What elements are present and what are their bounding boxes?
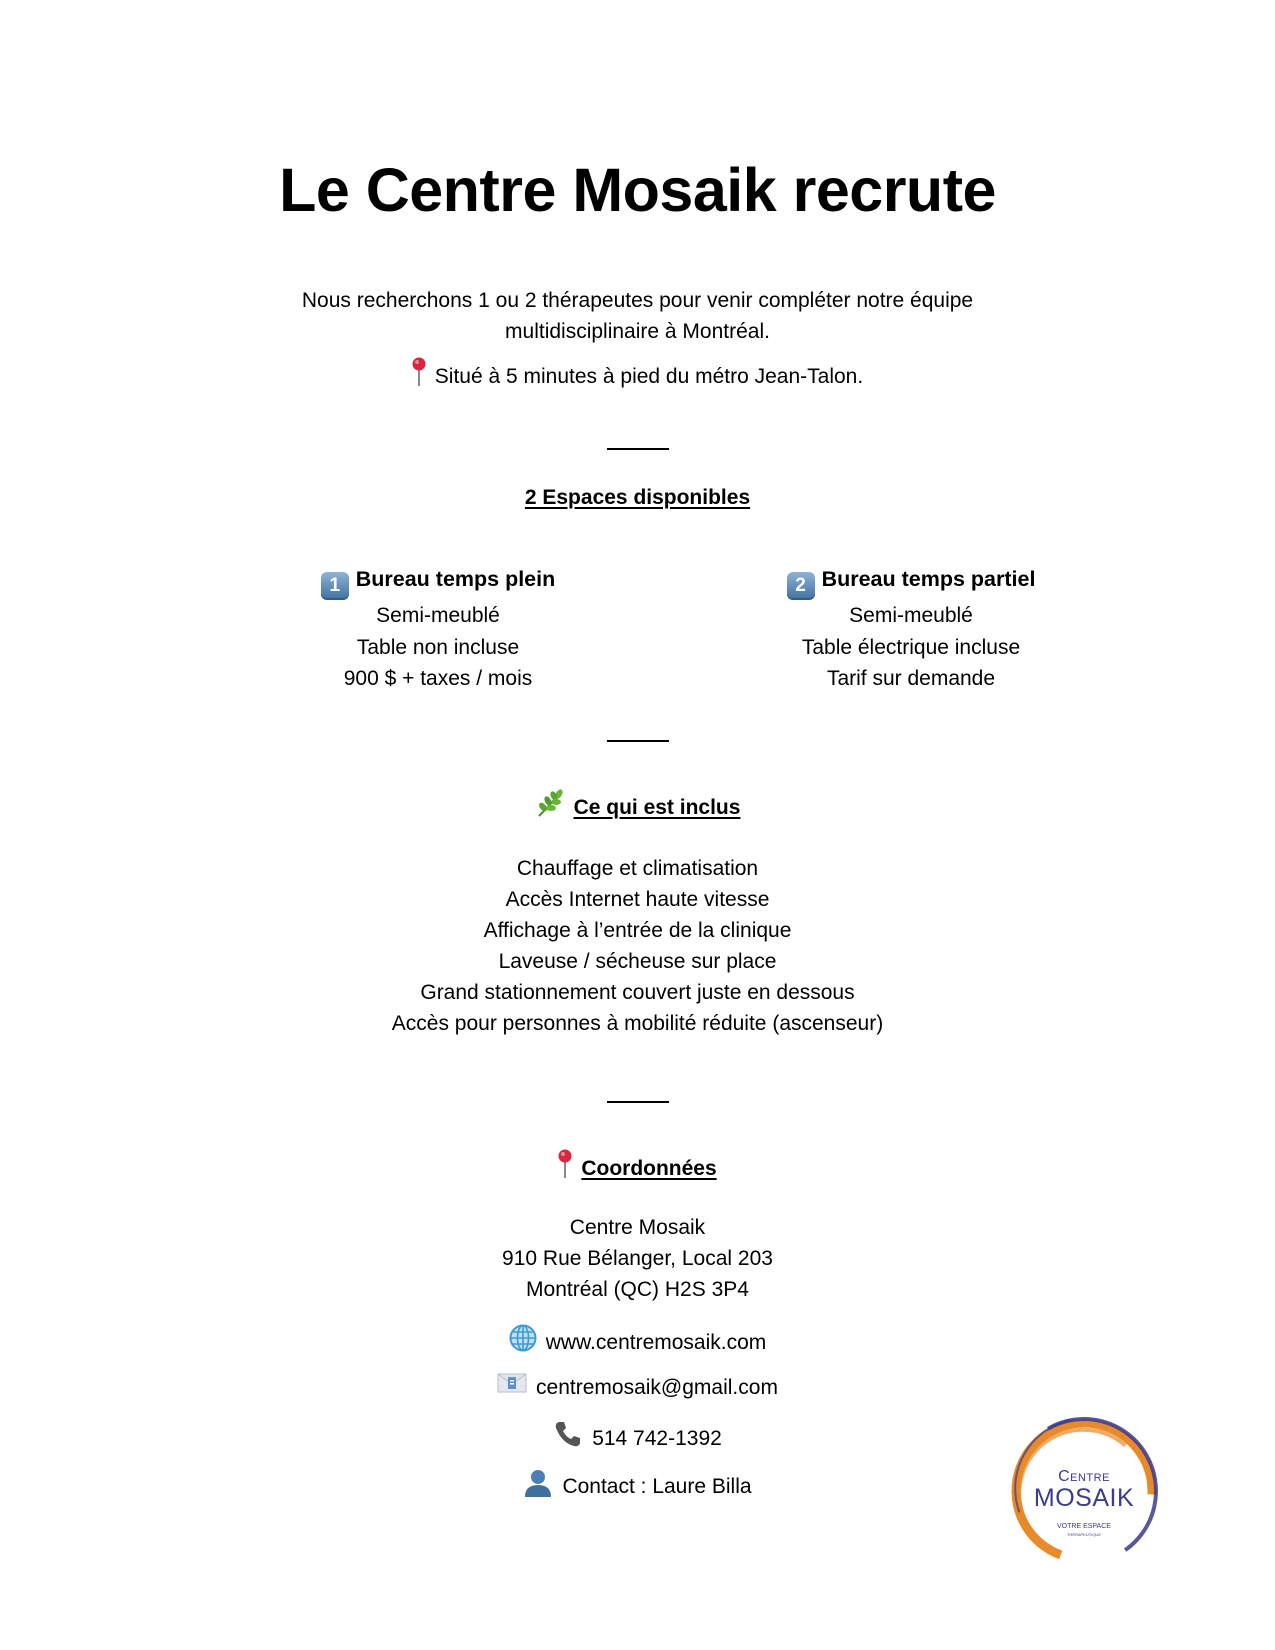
phone-icon — [553, 1419, 583, 1458]
offer-line: Table non incluse — [356, 635, 520, 659]
email-row — [0, 1372, 1275, 1403]
included-item: Grand stationnement couvert juste en dessous — [420, 981, 855, 1004]
offer-line: Semi-meublé — [376, 604, 500, 627]
logo-centre-text: Centre — [1058, 1468, 1110, 1485]
pushpin-icon — [558, 1149, 572, 1188]
offer-card-1 — [228, 564, 648, 695]
location-text: Situé à 5 minutes à pied du métro Jean-Talon. — [434, 365, 864, 388]
phone-number[interactable]: 514 742-1392 — [592, 1427, 722, 1450]
globe-icon — [509, 1324, 537, 1361]
offer-line: Tarif sur demande — [826, 667, 996, 690]
person-icon — [523, 1467, 553, 1506]
contact-heading: Coordonnées — [581, 1157, 717, 1180]
website-row — [0, 1324, 1275, 1361]
offer-line: Semi-meublé — [849, 604, 973, 627]
contact-heading-row — [0, 1149, 1275, 1188]
divider — [607, 1101, 669, 1103]
included-heading: Ce qui est inclus — [573, 796, 741, 819]
offer-card-2 — [701, 564, 1121, 695]
intro-location — [0, 357, 1275, 396]
included-list — [0, 853, 1275, 1039]
herb-icon — [535, 788, 565, 827]
included-item: Accès pour personnes à mobilité réduite (ascenseur) — [391, 1012, 884, 1035]
included-item: Accès Internet haute vitesse — [505, 888, 770, 911]
centre-mosaik-logo — [1005, 1412, 1163, 1570]
email-link[interactable]: centremosaik@gmail.com — [536, 1376, 778, 1399]
included-item: Chauffage et climatisation — [516, 857, 759, 880]
contact-person: Contact : Laure Billa — [562, 1475, 752, 1498]
intro-line-2: multidisciplinaire à Montréal. — [505, 320, 770, 343]
divider — [607, 448, 669, 450]
offer-title: Bureau temps partiel — [821, 567, 1036, 591]
offer-line: 900 $ + taxes / mois — [343, 667, 533, 690]
address-line: Centre Mosaik — [569, 1216, 706, 1239]
logo-tagline-2: THÉRAPEUTIQUE — [1066, 1532, 1101, 1537]
keycap-2-icon: 2 — [787, 572, 815, 600]
website-link[interactable]: www.centremosaik.com — [545, 1331, 767, 1354]
included-item: Laveuse / sécheuse sur place — [498, 950, 777, 973]
pushpin-icon — [412, 357, 426, 396]
intro-line-1: Nous recherchons 1 ou 2 thérapeutes pour venir compléter notre équipe — [301, 289, 974, 312]
page-title: Le Centre Mosaik recrute — [279, 156, 996, 224]
logo-mosaik-text: MOSAIK — [1033, 1484, 1135, 1512]
address-block — [0, 1212, 1275, 1305]
included-heading-row — [0, 788, 1275, 827]
offer-title: Bureau temps plein — [355, 567, 556, 591]
included-item: Affichage à l’entrée de la clinique — [483, 919, 792, 942]
address-line: 910 Rue Bélanger, Local 203 — [502, 1247, 773, 1270]
offer-title-row — [701, 564, 1121, 600]
envelope-icon — [497, 1372, 527, 1403]
keycap-1-icon: 1 — [321, 572, 349, 600]
offer-title-row — [228, 564, 648, 600]
address-line: Montréal (QC) H2S 3P4 — [526, 1278, 749, 1301]
offer-line: Table électrique incluse — [801, 635, 1021, 659]
logo-tagline-1: VOTRE ESPACE — [1057, 1523, 1111, 1530]
spaces-heading: 2 Espaces disponibles — [524, 486, 751, 509]
divider — [607, 740, 669, 742]
